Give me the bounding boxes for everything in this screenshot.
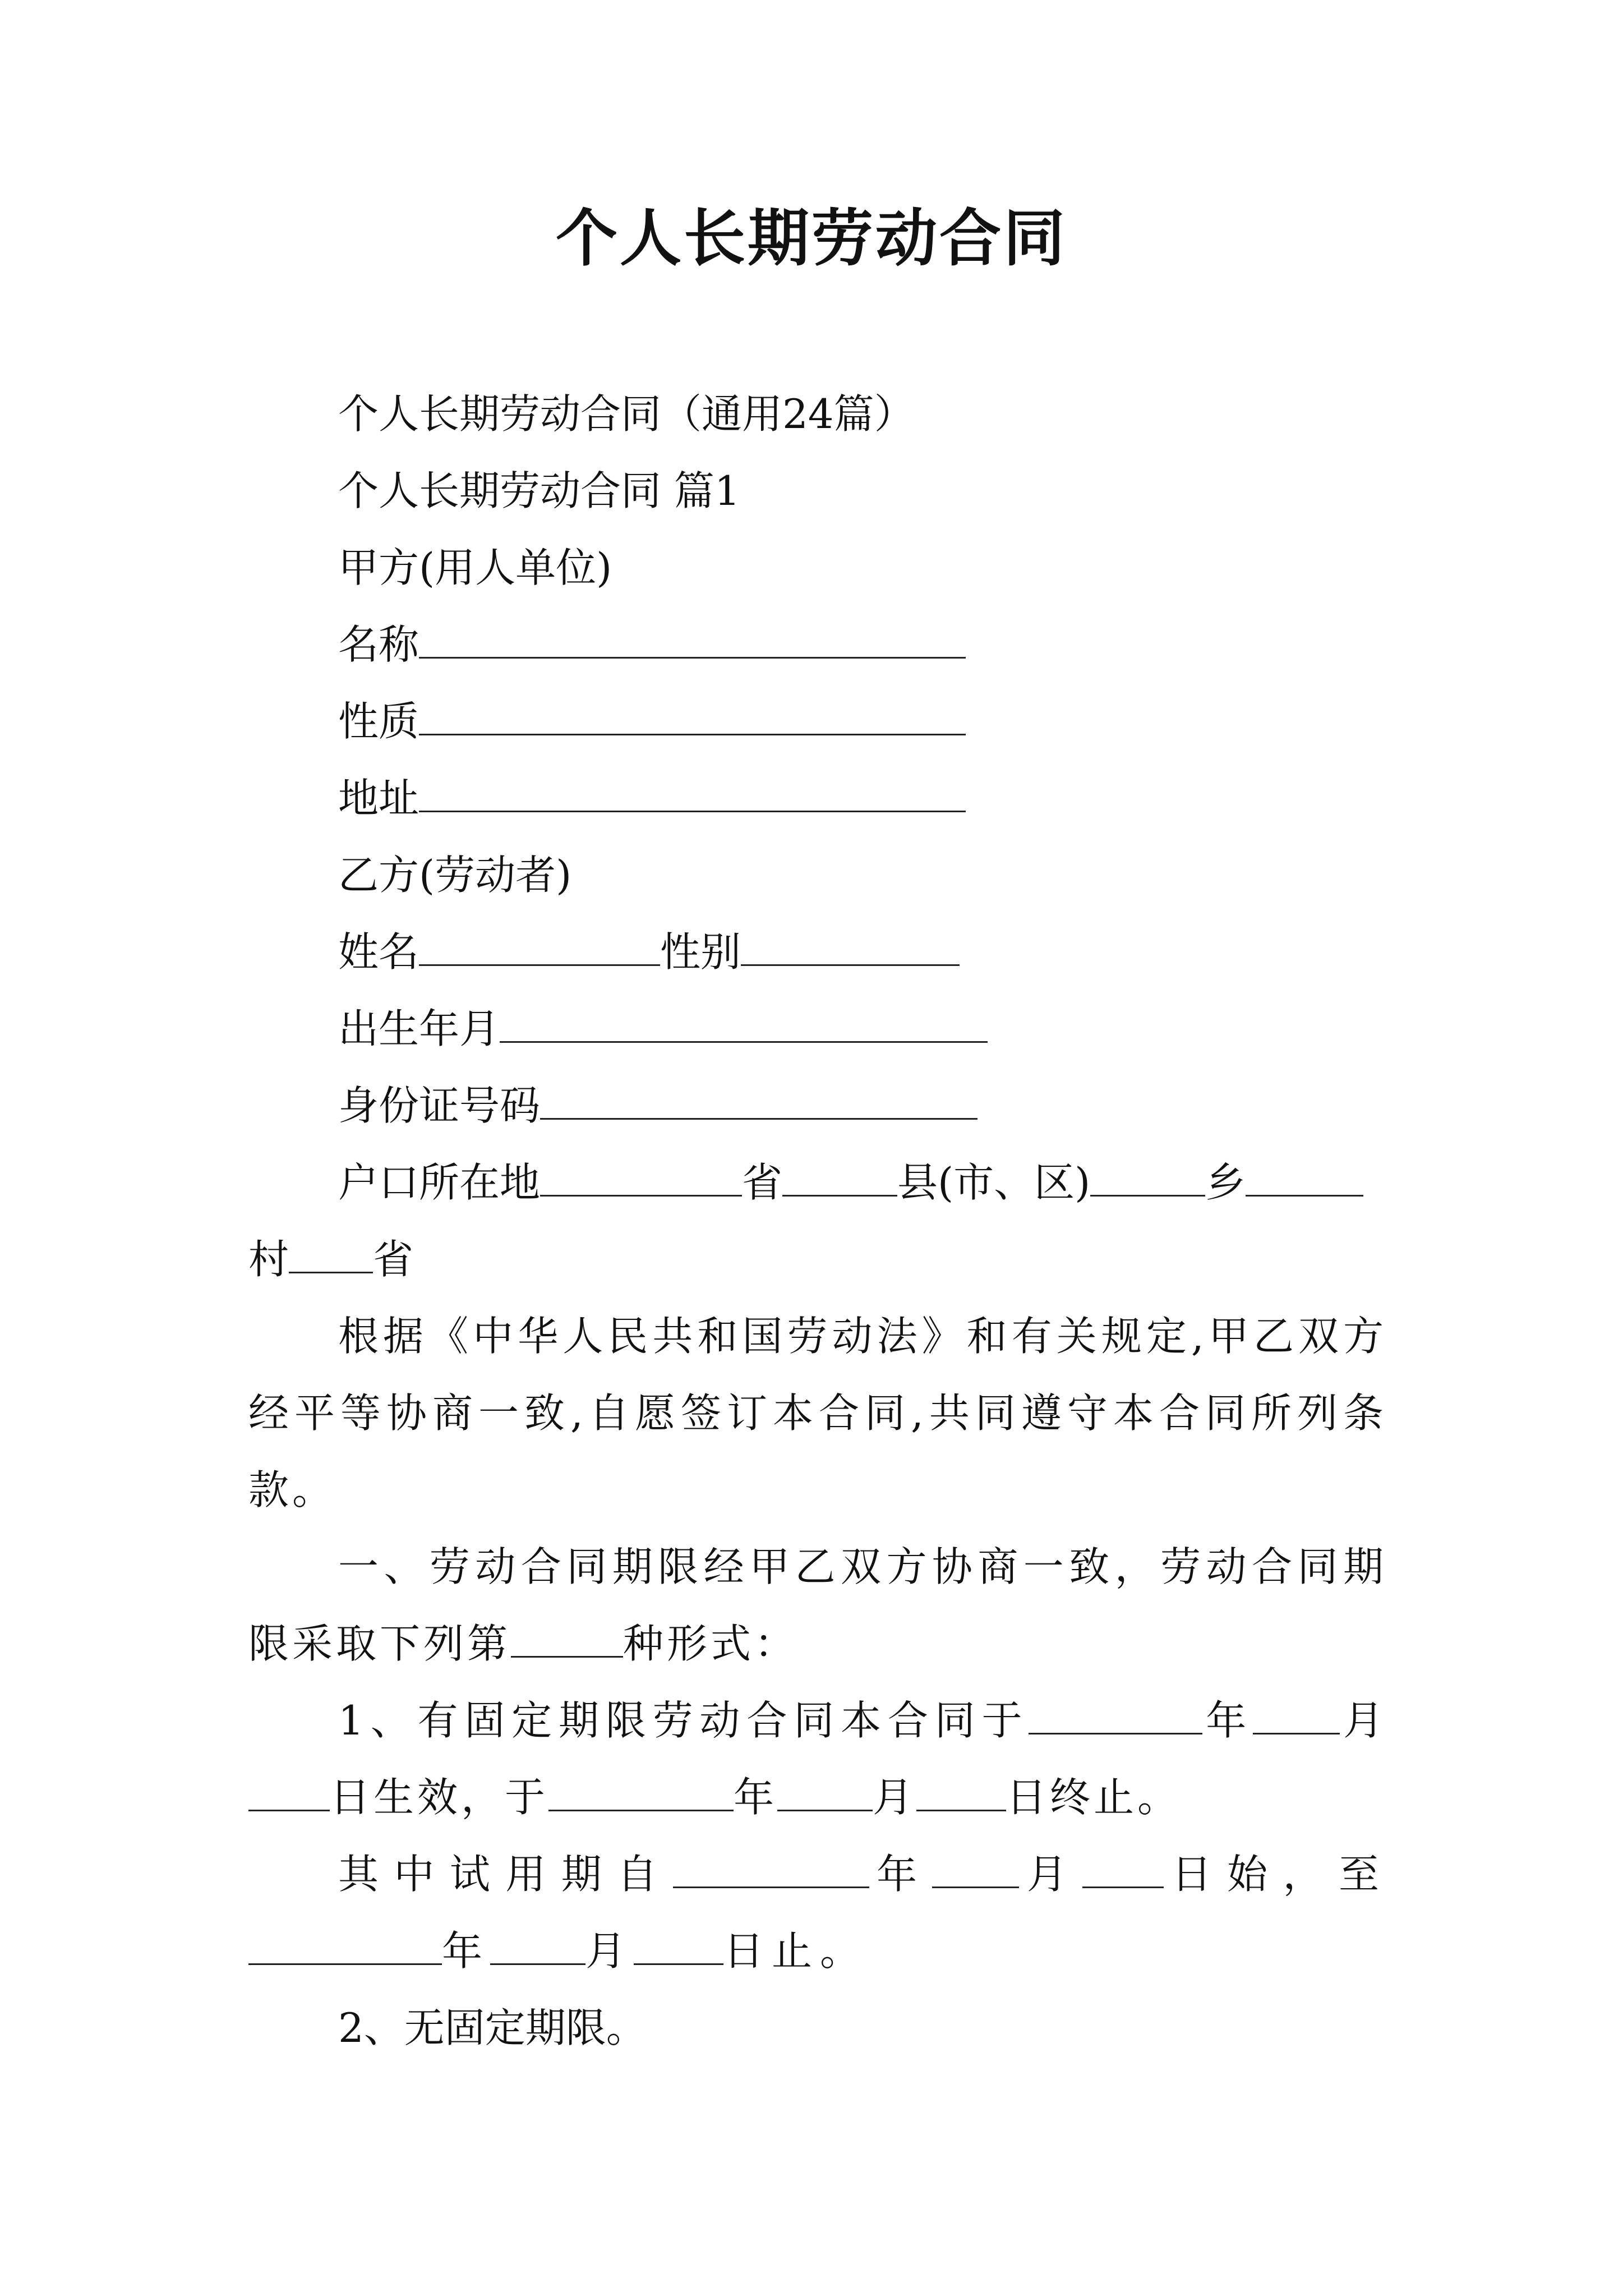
clause-1-paragraph: [248, 1529, 1387, 1682]
probation-end-label: 日止。: [723, 1927, 869, 1975]
party-a-name-blank[interactable]: [419, 623, 966, 659]
party-a-address-label: 地址: [338, 775, 419, 822]
hukou-province-label: 省: [742, 1159, 783, 1206]
probation-start-day-blank[interactable]: [1082, 1853, 1164, 1888]
party-b-hukou-label: 户口所在地: [338, 1159, 541, 1206]
hukou-county-label: 县(市、区): [897, 1159, 1091, 1206]
probation-end-year-label: 年: [442, 1927, 491, 1975]
party-b-name-label: 姓名: [338, 928, 419, 976]
probation-end-month-blank[interactable]: [490, 1930, 585, 1965]
party-b-hukou-row-2: [248, 1221, 1387, 1298]
item-1-start-year-blank[interactable]: [1029, 1699, 1202, 1734]
probation-start-month-blank[interactable]: [932, 1853, 1019, 1888]
clause-1-text: 一、劳动合同期限经甲乙双方协商一致，劳动合同期限采取下列第: [248, 1543, 1387, 1667]
party-a-nature-blank[interactable]: [419, 700, 966, 735]
party-a-name-label: 名称: [338, 621, 419, 668]
party-b-name-row: [248, 914, 1387, 991]
hukou-village-label: 村: [248, 1236, 289, 1283]
item-1-month-label: 月: [1340, 1697, 1387, 1744]
clause-1-text-after: 种形式：: [623, 1620, 799, 1667]
item-1-start-month-blank[interactable]: [1253, 1699, 1340, 1734]
item-1-end-day-blank[interactable]: [916, 1776, 1006, 1811]
party-b-label: 乙方(劳动者): [338, 852, 572, 899]
item-2: 2、无固定期限。: [338, 2004, 647, 2051]
item-1-end-label: 日终止。: [1006, 1774, 1182, 1821]
probation-prefix: 其中试用期自: [338, 1851, 673, 1898]
hukou-county-blank[interactable]: [782, 1161, 897, 1197]
probation-end-day-blank[interactable]: [634, 1930, 723, 1965]
probation-paragraph: [248, 1836, 1387, 1990]
party-b-gender-blank[interactable]: [741, 931, 960, 966]
preamble-paragraph: 根据《中华人民共和国劳动法》和有关规定,甲乙双方经平等协商一致,自愿签订本合同,共同遵守本合同所列条款。: [248, 1313, 1387, 1513]
hukou-province-blank[interactable]: [540, 1161, 742, 1197]
item-1-effective-label: 日生效，于: [330, 1774, 549, 1821]
item-1-end-year-label: 年: [734, 1774, 778, 1821]
party-b-name-blank[interactable]: [419, 931, 660, 966]
section-heading: 个人长期劳动合同 篇1: [338, 467, 740, 514]
party-b-gender-label: 性别: [660, 928, 741, 976]
probation-end-month-label: 月: [585, 1927, 634, 1975]
party-a-nature-row: [248, 683, 1387, 760]
hukou-village-2-blank[interactable]: [289, 1238, 373, 1273]
party-b-id-label: 身份证号码: [338, 1082, 541, 1129]
probation-year-label: 年: [869, 1851, 933, 1898]
hukou-township-blank[interactable]: [1090, 1161, 1205, 1197]
item-1-end-year-blank[interactable]: [548, 1776, 734, 1811]
party-b-birth-label: 出生年月: [338, 1005, 500, 1052]
probation-start-year-blank[interactable]: [673, 1853, 869, 1888]
party-b-id-row: [248, 1068, 1387, 1144]
hukou-township-label: 乡: [1205, 1159, 1246, 1206]
probation-month-label: 月: [1019, 1851, 1083, 1898]
document-body: [248, 376, 1387, 2067]
clause-1-form-blank[interactable]: [511, 1622, 623, 1658]
hukou-village-blank[interactable]: [1246, 1161, 1363, 1197]
party-a-nature-label: 性质: [338, 698, 419, 745]
item-1-end-month-blank[interactable]: [777, 1776, 873, 1811]
item-1-paragraph: [248, 1682, 1387, 1836]
party-a-address-blank[interactable]: [419, 777, 966, 812]
probation-end-year-blank[interactable]: [248, 1930, 442, 1965]
party-b-birth-row: [248, 991, 1387, 1068]
item-1-end-month-label: 月: [873, 1774, 917, 1821]
party-a-name-row: [248, 606, 1387, 683]
party-a-label: 甲方(用人单位): [338, 544, 612, 591]
party-b-id-blank[interactable]: [540, 1084, 978, 1120]
item-1-start-day-blank[interactable]: [248, 1776, 330, 1811]
document-title: 个人长期劳动合同: [556, 202, 1067, 274]
party-b-birth-blank[interactable]: [500, 1007, 988, 1043]
subtitle: 个人长期劳动合同（通用24篇）: [338, 390, 915, 438]
item-1-year-label: 年: [1202, 1697, 1253, 1744]
probation-start-label: 日始，至: [1164, 1851, 1387, 1898]
hukou-village-suffix: 省: [373, 1236, 414, 1283]
party-b-hukou-row: [248, 1144, 1387, 1221]
party-a-address-row: [248, 760, 1387, 837]
item-1-prefix: 1、有固定期限劳动合同本合同于: [338, 1697, 1029, 1744]
